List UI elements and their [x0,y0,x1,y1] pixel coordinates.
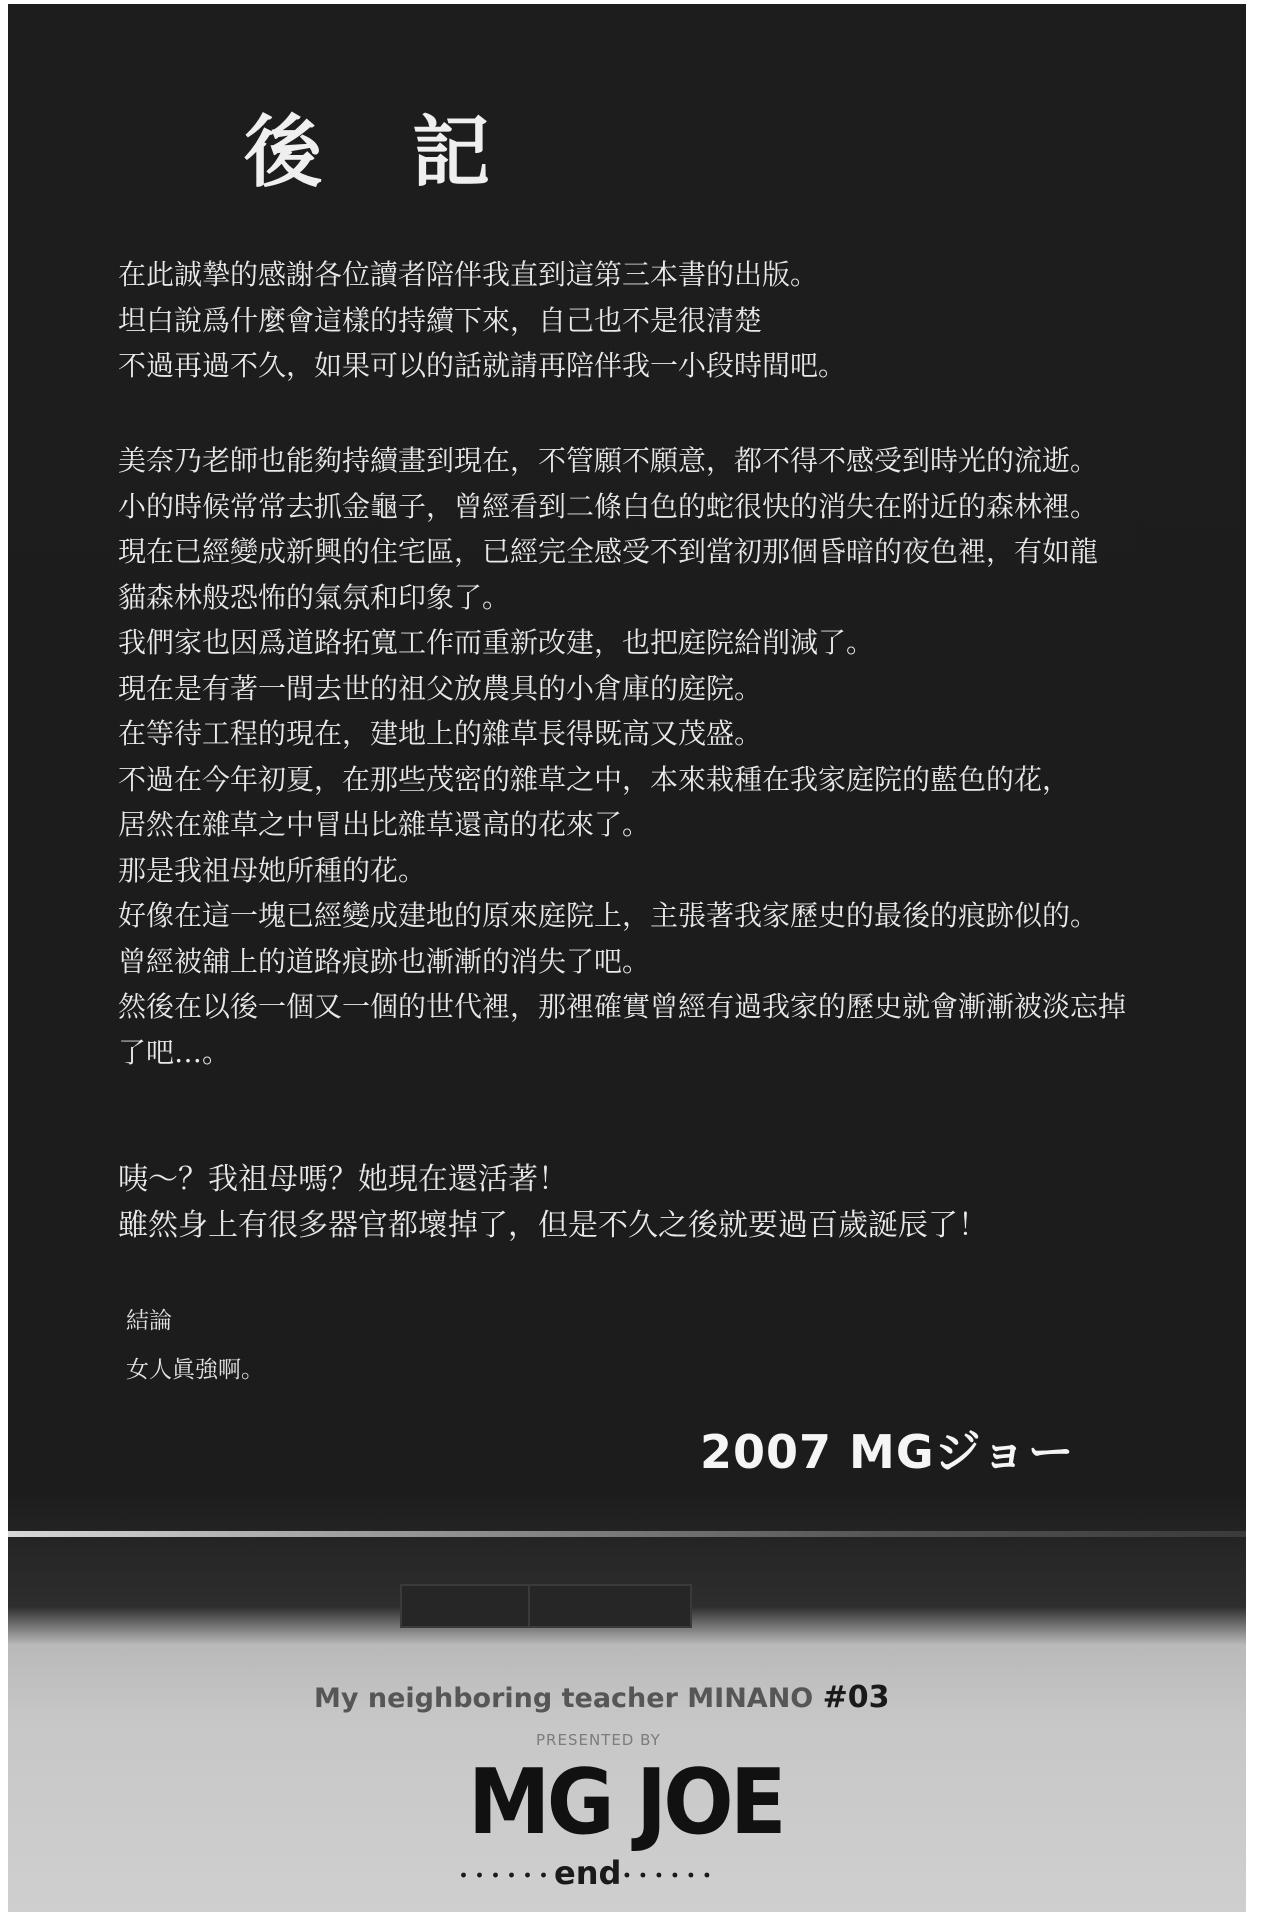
end-dots-left: ･･････ [458,1864,555,1890]
series-title [314,1680,890,1715]
text-line: 然後在以後一個又一個的世代裡，那裡確實曾經有過我家的歷史就會漸漸被淡忘掉 [118,990,1127,1023]
series-name: My neighboring teacher MINANO [314,1683,814,1714]
signature: 2007 MGジョー [700,1425,1075,1479]
end-dots-right: ･･････ [621,1864,718,1890]
text-line: 坦白說爲什麼會這樣的持續下來，自己也不是很清楚 [118,303,763,337]
text-line: 居然在雜草之中冒出比雜草還高的花來了。 [118,808,651,841]
afterword-page [8,4,1246,1912]
grandmother-paragraph [118,1157,988,1248]
text-line: 貓森林般恐怖的氣氛和印象了。 [118,580,511,614]
thanks-paragraph [118,252,846,389]
text-line: 現在是有著一間去世的祖父放農具的小倉庫的庭院。 [118,671,763,705]
text-line: 我們家也因爲道路拓寬工作而重新改建，也把庭院給削減了。 [118,626,875,659]
end-mark [458,1854,717,1892]
text-line: 美奈乃老師也能夠持續畫到現在，不管願不願意，都不得不感受到時光的流逝。 [118,444,1099,477]
text-line: 了吧…。 [118,1035,231,1069]
text-line: 在等待工程的現在，建地上的雜草長得既高又茂盛。 [118,717,763,750]
plaque-left [400,1584,532,1628]
plaque-right [528,1584,692,1628]
text-line: 不過再過不久，如果可以的話就請再陪伴我一小段時間吧。 [118,349,847,382]
text-line: 那是我祖母她所種的花。 [118,853,427,887]
divider-strip [8,1531,1246,1537]
conclusion-text: 女人眞強啊。 [126,1357,264,1383]
text-line: 曾經被舖上的道路痕跡也漸漸的消失了吧。 [118,944,651,978]
text-line: 小的時候常常去抓金龜子，曾經看到二條白色的蛇很快的消失在附近的森林裡。 [118,489,1099,523]
text-line: 咦～？我祖母嗎？她現在還活著！ [118,1162,568,1197]
afterword-title: 後記 [244,107,581,198]
presented-by: PRESENTED BY [536,1731,661,1749]
text-line: 好像在這一塊已經變成建地的原來庭院上，主張著我家歷史的最後的痕跡似的。 [118,899,1099,932]
text-line: 雖然身上有很多器官都壞掉了，但是不久之後就要過百歲誕辰了！ [118,1207,988,1243]
conclusion-label: 結論 [126,1308,172,1334]
end-text: end [554,1854,622,1892]
text-line: 在此誠摯的感謝各位讀者陪伴我直到這第三本書的出版。 [118,258,819,291]
text-line: 不過在今年初夏，在那些茂密的雜草之中，本來栽種在我家庭院的藍色的花， [118,762,1071,796]
author-logo: MG JOE [468,1750,783,1855]
text-line: 現在已經變成新興的住宅區，已經完全感受不到當初那個昏暗的夜色裡，有如龍 [118,535,1099,568]
story-paragraph [118,438,1126,1075]
issue-number: #03 [822,1680,890,1715]
